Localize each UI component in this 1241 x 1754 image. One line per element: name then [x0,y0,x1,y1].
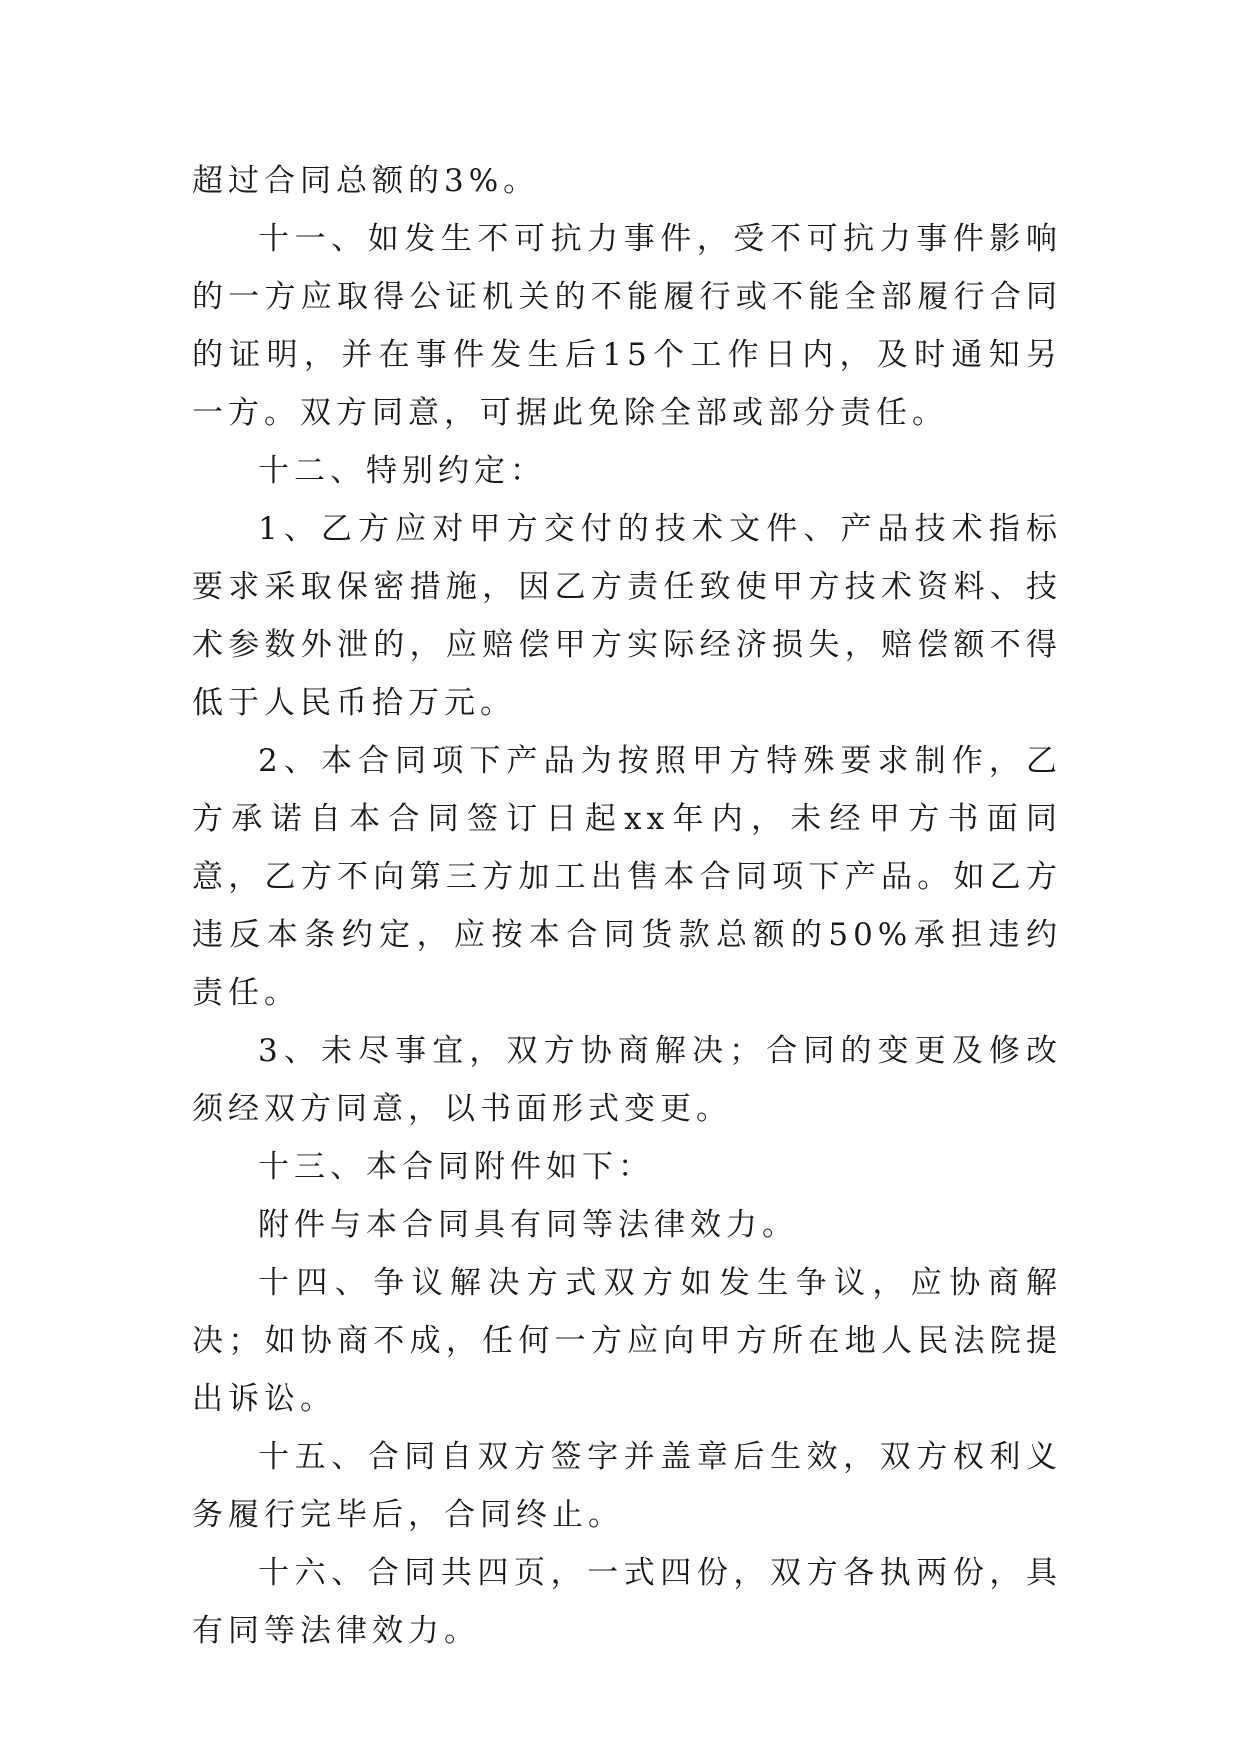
paragraph-clause-14: 十四、争议解决方式双方如发生争议，应协商解决；如协商不成，任何一方应向甲方所在地人民法院提出诉讼。 [192,1265,1062,1417]
paragraph-clause-12-heading: 十二、特别约定： [258,453,546,489]
paragraph-clause-13-heading: 十三、本合同附件如下： [258,1149,654,1185]
paragraph-clause-13-body: 附件与本合同具有同等法律效力。 [258,1207,798,1243]
paragraph-clause-11: 十一、如发生不可抗力事件，受不可抗力事件影响的一方应取得公证机关的不能履行或不能全部履行合同的证明，并在事件发生后15个工作日内，及时通知另一方。双方同意，可据此免除全部或部分责任。 [192,221,1062,431]
paragraph-clause-15: 十五、合同自双方签字并盖章后生效，双方权利义务履行完毕后，合同终止。 [192,1439,1062,1533]
document-body [192,152,1062,1660]
paragraph-clause-16: 十六、合同共四页，一式四份，双方各执两份，具有同等法律效力。 [192,1555,1062,1649]
paragraph-continuation: 超过合同总额的3%。 [192,163,540,199]
paragraph-clause-12-item-2: 2、本合同项下产品为按照甲方特殊要求制作，乙方承诺自本合同签订日起xx年内，未经甲方书面同意，乙方不向第三方加工出售本合同项下产品。如乙方违反本条约定，应按本合同货款总额的50%承担违约责任。 [192,743,1062,1011]
paragraph-clause-12-item-1: 1、乙方应对甲方交付的技术文件、产品技术指标要求采取保密措施，因乙方责任致使甲方技术资料、技术参数外泄的，应赔偿甲方实际经济损失，赔偿额不得低于人民币拾万元。 [192,511,1062,721]
paragraph-clause-12-item-3: 3、未尽事宜，双方协商解决；合同的变更及修改须经双方同意，以书面形式变更。 [192,1033,1062,1127]
